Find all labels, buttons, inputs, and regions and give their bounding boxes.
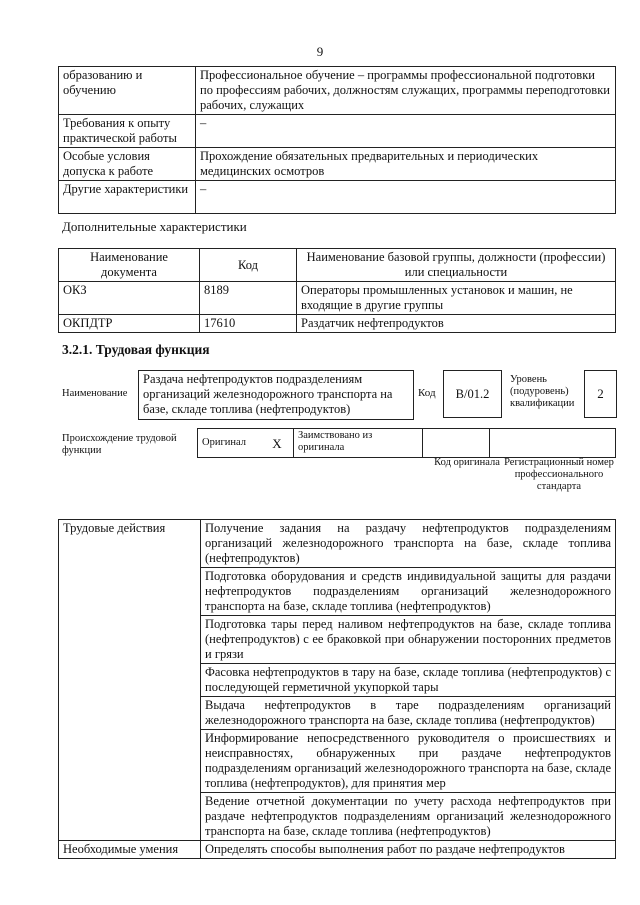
list-item: Подготовка оборудования и средств индивидуальной защиты для раздачи нефтепродуктов подразделениям организаций железнодорожного транспорта на базе, складе топлива (нефтепродуктов) (201, 568, 616, 616)
row-label: Особые условия допуска к работе (59, 148, 196, 181)
skills-label: Необходимые умения (59, 841, 201, 859)
table-row (59, 148, 616, 181)
name-label: Наименование (62, 388, 128, 399)
table-cell: ОКПДТР (59, 315, 200, 333)
labor-actions-label: Трудовые действия (59, 520, 201, 841)
column-header: Код (200, 249, 297, 282)
original-code-cell (423, 429, 490, 458)
list-item: Получение задания на раздачу нефтепродуктов подразделениям организаций железнодорожного транспорта на базе, складе топлива (нефтепродуктов) (201, 520, 616, 568)
table-header-row (59, 249, 616, 282)
labor-functions-table (58, 519, 616, 859)
origin-label: Происхождение трудовой функции (62, 433, 177, 456)
table-row (59, 841, 616, 859)
table-cell: Раздатчик нефтепродуктов (297, 315, 616, 333)
table-row (59, 520, 616, 568)
table-cell: Операторы промышленных установок и машин, не входящие в другие группы (297, 282, 616, 315)
list-item: Информирование непосредственного руководителя о происшествиях и неисправностях, обнаруженных при раздаче нефтепродуктов подразделениям организаций железнодорожного транспорта на базе, складе топлива (нефтепродуктов), для принятия мер (201, 730, 616, 793)
table-row (59, 315, 616, 333)
list-item: Фасовка нефтепродуктов в тару на базе, складе топлива (нефтепродуктов) с последующей герметичной укупоркой тары (201, 664, 616, 697)
original-mark: X (261, 429, 294, 458)
original-label: Оригинал (198, 429, 262, 458)
level-box: 2 (584, 370, 617, 418)
row-value: Прохождение обязательных предварительных и периодических медицинских осмотров (196, 148, 616, 181)
row-label: образованию и обучению (59, 67, 196, 115)
additional-table (58, 248, 616, 333)
code-caption: Код оригинала (434, 457, 500, 468)
table-row (59, 115, 616, 148)
row-label: Требования к опыту практической работы (59, 115, 196, 148)
level-label: Уровень (подуровень) квалификации (510, 374, 575, 409)
registration-number-cell (490, 429, 616, 458)
table-row (198, 429, 616, 458)
table-cell: ОКЗ (59, 282, 200, 315)
function-code-box: B/01.2 (443, 370, 502, 418)
table-row (59, 181, 616, 214)
requirements-table (58, 66, 616, 214)
table-cell: 17610 (200, 315, 297, 333)
row-value: – (196, 115, 616, 148)
registration-caption: Регистрационный номер профессионального стандарта (504, 457, 614, 492)
function-name-box: Раздача нефтепродуктов подразделениям организаций железнодорожного транспорта на базе, складе топлива (нефтепродуктов) (138, 370, 414, 420)
table-row (59, 67, 616, 115)
function-heading: 3.2.1. Трудовая функция (62, 342, 210, 357)
row-value: Профессиональное обучение – программы профессиональной подготовки по профессиям рабочих, должностям служащих, программы переподготовки рабочих, служащих (196, 67, 616, 115)
column-header: Наименование документа (59, 249, 200, 282)
code-label: Код (418, 387, 436, 399)
section-title: Дополнительные характеристики (62, 219, 247, 234)
column-header: Наименование базовой группы, должности (профессии) или специальности (297, 249, 616, 282)
table-row (59, 282, 616, 315)
row-value: – (196, 181, 616, 214)
list-item: Ведение отчетной документации по учету расхода нефтепродуктов при раздаче нефтепродуктов подразделениям организаций железнодорожного транспорта на базе, складе топлива (нефтепродуктов) (201, 793, 616, 841)
borrowed-label: Заимствовано из оригинала (294, 429, 423, 458)
list-item: Определять способы выполнения работ по раздаче нефтепродуктов (201, 841, 616, 859)
list-item: Подготовка тары перед наливом нефтепродуктов на базе, складе топлива (нефтепродуктов) с ее браковкой при обнаружении посторонних предметов и грязи (201, 616, 616, 664)
table-cell: 8189 (200, 282, 297, 315)
row-label: Другие характеристики (59, 181, 196, 214)
page-number: 9 (316, 44, 324, 59)
list-item: Выдача нефтепродуктов в таре подразделениям организаций железнодорожного транспорта на базе, складе топлива (нефтепродуктов) (201, 697, 616, 730)
origin-table (197, 428, 616, 458)
